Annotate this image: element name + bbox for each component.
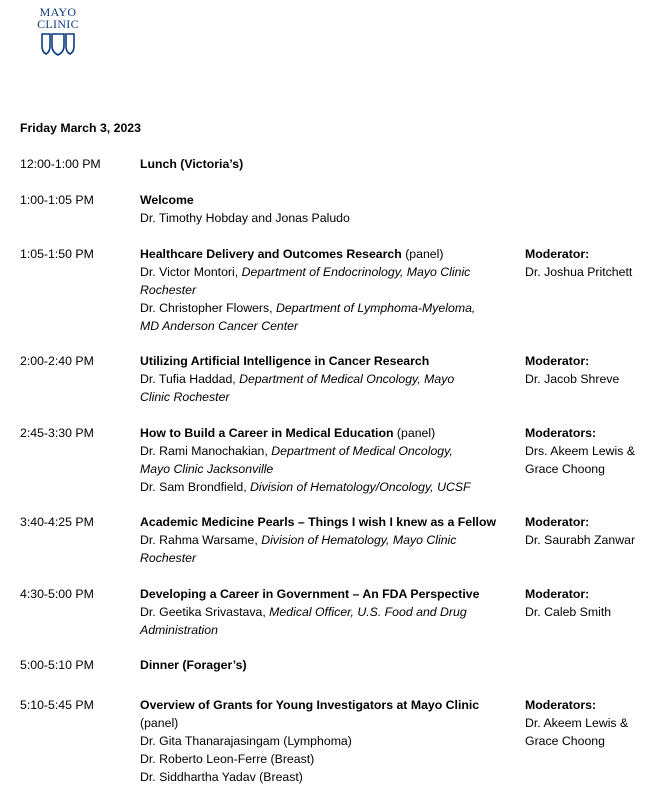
- mayo-clinic-logo: [28, 6, 88, 56]
- moderator-label: Moderators:: [525, 698, 597, 712]
- speaker-affiliation: MD Anderson Cancer Center: [140, 319, 299, 333]
- session-title-line: [140, 424, 518, 442]
- speaker-affiliation: Department of Medical Oncology, Mayo: [239, 372, 455, 386]
- speaker-affiliation: Administration: [140, 623, 218, 637]
- moderator-name: Grace Choong: [525, 462, 605, 476]
- moderator-label: Moderator:: [525, 354, 590, 368]
- speaker-affiliation: Clinic Rochester: [140, 390, 230, 404]
- speaker-affiliation: Medical Officer, U.S. Food and Drug: [269, 605, 467, 619]
- moderator-name: Dr. Caleb Smith: [525, 605, 612, 619]
- speaker-name: Dr. Geetika Srivastava,: [140, 605, 270, 619]
- speaker-name: Dr. Tufia Haddad,: [140, 372, 240, 386]
- schedule-date: Friday March 3, 2023: [20, 121, 141, 135]
- speaker: [140, 478, 518, 496]
- moderator-label: Moderator:: [525, 247, 590, 261]
- speaker-affiliation: Department of Endocrinology, Mayo Clinic: [241, 265, 471, 279]
- speaker-affiliation: Division of Hematology, Mayo Clinic: [261, 533, 457, 547]
- session-time: 1:05-1:50 PM: [20, 247, 94, 261]
- speaker-affiliation: Department of Medical Oncology,: [271, 444, 453, 458]
- moderator-label: Moderator:: [525, 515, 590, 529]
- speaker: [140, 442, 518, 460]
- speaker-name: Dr. Sam Brondfield,: [140, 480, 251, 494]
- speaker-affiliation: Department of Lymphoma-Myeloma,: [276, 301, 476, 315]
- speaker: [140, 603, 518, 621]
- session-time: 5:10-5:45 PM: [20, 698, 94, 712]
- speaker-affiliation: Mayo Clinic Jacksonville: [140, 462, 274, 476]
- session-title: Healthcare Delivery and Outcomes Research: [140, 247, 402, 261]
- session-title: Developing a Career in Government – An FDA Perspective: [140, 587, 480, 601]
- session-time: 2:45-3:30 PM: [20, 426, 94, 440]
- moderator-name: Dr. Saurabh Zanwar: [525, 533, 636, 547]
- speaker: [140, 370, 518, 388]
- moderator-name: Drs. Akeem Lewis &: [525, 444, 636, 458]
- speaker: Dr. Roberto Leon-Ferre (Breast): [140, 752, 315, 766]
- moderator-name: Dr. Akeem Lewis &: [525, 716, 629, 730]
- session-title: Dinner (Forager’s): [140, 658, 247, 672]
- session-title: How to Build a Career in Medical Education: [140, 426, 394, 440]
- moderator-name: Grace Choong: [525, 734, 605, 748]
- moderator-label: Moderators:: [525, 426, 597, 440]
- session-title: Overview of Grants for Young Investigators at Mayo Clinic: [140, 698, 480, 712]
- speaker-name: Dr. Rahma Warsame,: [140, 533, 262, 547]
- moderator-label: Moderator:: [525, 587, 590, 601]
- session-time: 2:00-2:40 PM: [20, 354, 94, 368]
- speaker-name: Dr. Christopher Flowers,: [140, 301, 276, 315]
- speaker: Dr. Gita Thanarajasingam (Lymphoma): [140, 734, 352, 748]
- session-format: (panel): [393, 426, 436, 440]
- shield-icon: [40, 32, 76, 56]
- speaker-affiliation: Rochester: [140, 283, 197, 297]
- session-title: Lunch (Victoria’s): [140, 157, 244, 171]
- session-format: (panel): [140, 716, 179, 730]
- logo-text-clinic: CLINIC: [37, 17, 79, 31]
- speaker: Dr. Siddhartha Yadav (Breast): [140, 770, 303, 784]
- session-time: 1:00-1:05 PM: [20, 193, 94, 207]
- moderator-name: Dr. Jacob Shreve: [525, 372, 620, 386]
- session-time: 12:00-1:00 PM: [20, 157, 101, 171]
- session-time: 4:30-5:00 PM: [20, 587, 94, 601]
- speaker: Dr. Timothy Hobday and Jonas Paludo: [140, 211, 350, 225]
- speaker: [140, 531, 518, 549]
- speaker-name: Dr. Rami Manochakian,: [140, 444, 272, 458]
- moderator-name: Dr. Joshua Pritchett: [525, 265, 633, 279]
- session-time: 3:40-4:25 PM: [20, 515, 94, 529]
- speaker: [140, 263, 518, 281]
- speaker-affiliation: Division of Hematology/Oncology, UCSF: [250, 480, 471, 494]
- session-title: Welcome: [140, 193, 194, 207]
- session-title: Academic Medicine Pearls – Things I wish I knew as a Fellow: [140, 515, 497, 529]
- logo-text-mayo: MAYO: [39, 5, 77, 19]
- speaker: [140, 299, 518, 317]
- speaker-affiliation: Rochester: [140, 551, 197, 565]
- session-title-line: [140, 245, 518, 263]
- session-format: (panel): [401, 247, 444, 261]
- session-time: 5:00-5:10 PM: [20, 658, 94, 672]
- session-title: Utilizing Artificial Intelligence in Cancer Research: [140, 354, 430, 368]
- speaker-name: Dr. Victor Montori,: [140, 265, 242, 279]
